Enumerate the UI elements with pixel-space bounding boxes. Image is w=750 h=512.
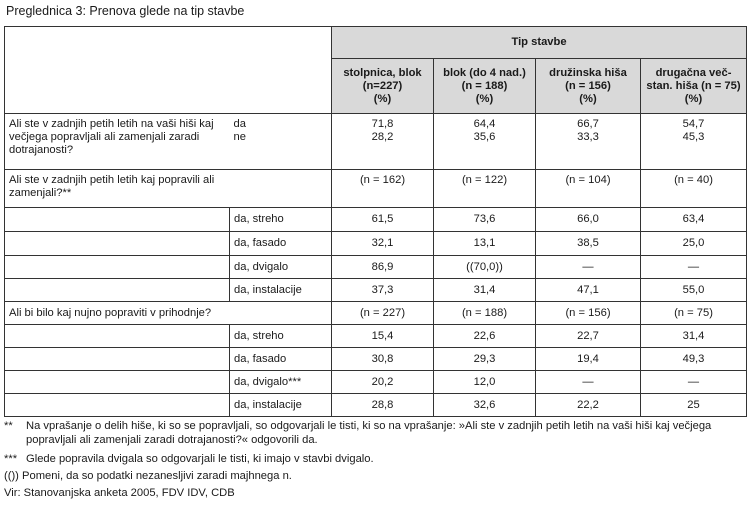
value-cell: 66,0 [536,208,641,232]
value-cell: 49,3 [641,348,747,371]
value-cell: 22,2 [536,394,641,417]
answer-labels: da ne [230,114,332,170]
table-row [5,114,747,170]
n-cell: (n = 227) [332,302,434,325]
caption-title: Prenova glede na tip stavbe [89,4,245,18]
table-row [5,394,747,417]
table-row [5,232,747,256]
question-1: Ali ste v zadnjih petih letih na vaši hiši kaj večjega popravljali ali zamenjali zaradi dotrajanosti? [5,114,230,170]
row-label: da, streho [230,208,332,232]
n-cell: (n = 156) [536,302,641,325]
value-cell: — [536,371,641,394]
n-cell: (n = 75) [641,302,747,325]
source-note: Vir: Stanovanjska anketa 2005, FDV IDV, CDB [4,487,235,499]
value-cell: 30,8 [332,348,434,371]
header-group: Tip stavbe [332,27,747,59]
value-cell: 28,8 [332,394,434,417]
value-cell: 37,3 [332,279,434,302]
row-label: da, instalacije [230,279,332,302]
footnote-1-mark: ** [4,420,13,432]
value-cell: 66,7 33,3 [536,114,641,170]
footnote-2-mark: *** [4,453,18,465]
n-cell: (n = 104) [536,170,641,208]
value-cell: 71,8 28,2 [332,114,434,170]
n-cell: (n = 40) [641,170,747,208]
row-label: da, instalacije [230,394,332,417]
value-cell: 25,0 [641,232,747,256]
footnote-2-text: Glede popravila dvigala so odgovarjali le tisti, ki imajo v stavbi dvigalo. [26,453,374,465]
footnote-1-text: Na vprašanje o delih hiše, ki so se popravljali, so odgovarjali le tisti, ki so na vprašanje: »Ali ste v zadnjih petih letih na vaši hiši kaj večjega popravljali ali zamenjali zaradi dotrajanosti?« odgovorili da. [26,420,712,446]
table-row [5,348,747,371]
value-cell: 38,5 [536,232,641,256]
value-cell: 86,9 [332,256,434,279]
table-row [5,256,747,279]
row-label: da, fasado [230,232,332,256]
table-row [5,170,747,208]
value-cell: ((70,0)) [434,256,536,279]
value-cell: 31,4 [434,279,536,302]
table-caption [6,4,244,18]
value-cell: 63,4 [641,208,747,232]
value-cell: 55,0 [641,279,747,302]
value-cell: 22,6 [434,325,536,348]
header-col: družinska hiša (n = 156) (%) [536,59,641,114]
row-label: da, streho [230,325,332,348]
n-cell: (n = 188) [434,302,536,325]
value-cell: 54,7 45,3 [641,114,747,170]
value-cell: 22,7 [536,325,641,348]
question-3: Ali bi bilo kaj nujno popraviti v prihodnje? [5,302,332,325]
n-cell: (n = 162) [332,170,434,208]
value-cell: 31,4 [641,325,747,348]
table-row [5,325,747,348]
data-table [4,26,747,417]
value-cell: 47,1 [536,279,641,302]
value-cell: 32,1 [332,232,434,256]
value-cell: 64,4 35,6 [434,114,536,170]
value-cell: 32,6 [434,394,536,417]
question-2: Ali ste v zadnjih petih letih kaj popravili ali zamenjali?** [5,170,332,208]
value-cell: 61,5 [332,208,434,232]
table-row [5,208,747,232]
table-row [5,371,747,394]
value-cell: 20,2 [332,371,434,394]
value-cell: 73,6 [434,208,536,232]
footnote-2 [4,453,746,467]
value-cell: — [641,256,747,279]
header-blank [5,27,332,114]
row-label: da, fasado [230,348,332,371]
table-row [5,279,747,302]
value-cell: 29,3 [434,348,536,371]
header-col: drugačna več- stan. hiša (n = 75) (%) [641,59,747,114]
table-row [5,302,747,325]
footnote-3: (()) Pomeni, da so podatki nezanesljivi zaradi majhnega n. [4,470,292,482]
header-col: blok (do 4 nad.) (n = 188) (%) [434,59,536,114]
row-label: da, dvigalo [230,256,332,279]
header-col: stolpnica, blok (n=227) (%) [332,59,434,114]
footnote-1 [4,420,746,447]
value-cell: — [641,371,747,394]
value-cell: 25 [641,394,747,417]
value-cell: 12,0 [434,371,536,394]
value-cell: 15,4 [332,325,434,348]
value-cell: — [536,256,641,279]
value-cell: 19,4 [536,348,641,371]
value-cell: 13,1 [434,232,536,256]
caption-label: Preglednica 3: [6,4,86,18]
n-cell: (n = 122) [434,170,536,208]
row-label: da, dvigalo*** [230,371,332,394]
